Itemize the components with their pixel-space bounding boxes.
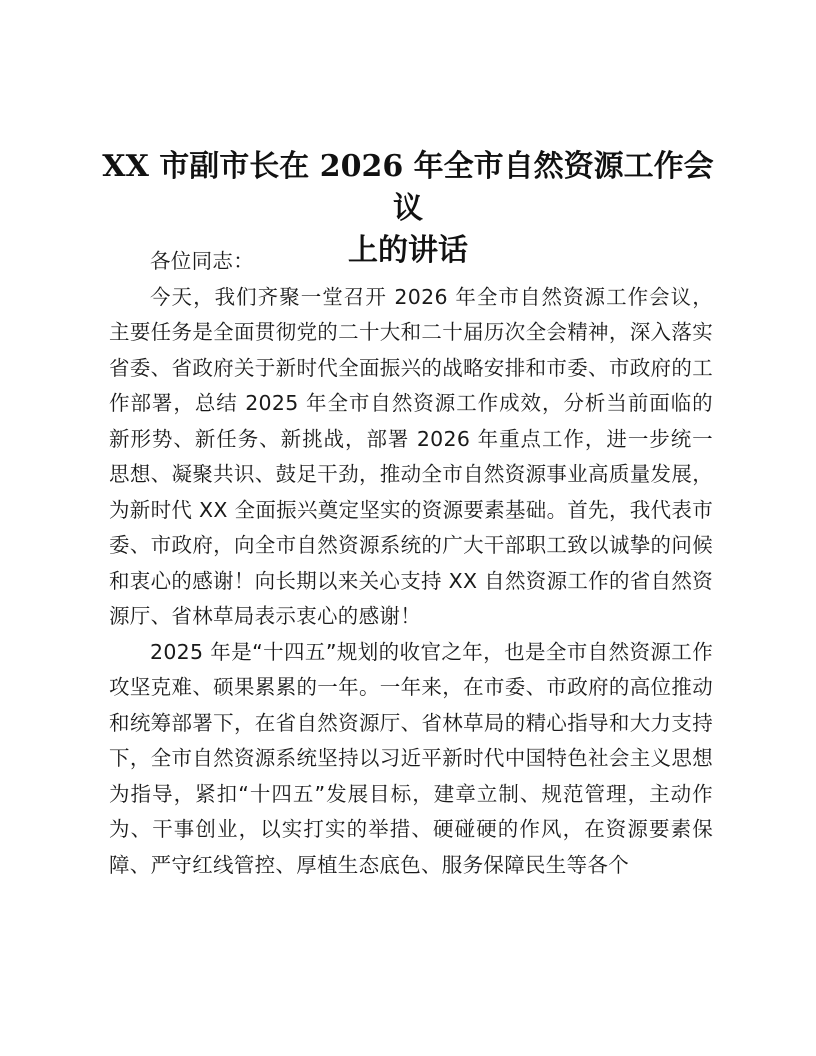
body-paragraph: 今天，我们齐聚一堂召开 2026 年全市自然资源工作会议，主要任务是全面贯彻党的二十大和二十届历次全会精神，深入落实省委、省政府关于新时代全面振兴的战略安排和市委、市政府的工作部署，总结 2025 年全市自然资源工作成效，分析当前面临的新形势、新任务、新挑战，部署 2026 年重点工作，进一步统一思想、凝聚共识、鼓足干劲，推动全市自然资源事业高质量发展，为新时代 XX 全面振兴奠定坚实的资源要素基础。首先，我代表市委、市政府，向全市自然资源系统的广大干部职工致以诚挚的问候和衷心的感谢！向长期以来关心支持 XX 自然资源工作的省自然资源厅、省林草局表示衷心的感谢！ — [109, 284, 713, 628]
title-line-2: 上的讲话 — [348, 233, 468, 268]
body-paragraph: 2025 年是“十四五”规划的收官之年，也是全市自然资源工作攻坚克难、硕果累累的一年。一年来，在市委、市政府的高位推动和统筹部署下，在省自然资源厅、省林草局的精心指导和大力支持下，全市自然资源系统坚持以习近平新时代中国特色社会主义思想为指导，紧扣“十四五”发展目标，建章立制、规范管理，主动作为、干事创业，以实打实的举措、硬碰硬的作风，在资源要素保障、严守红线管控、厚植生态底色、服务保障民生等各个 — [109, 639, 713, 877]
title-line-1: XX 市副市长在 2026 年全市自然资源工作会议 — [102, 149, 714, 226]
salutation: 各位同志： — [150, 249, 254, 273]
document-body — [109, 244, 713, 883]
